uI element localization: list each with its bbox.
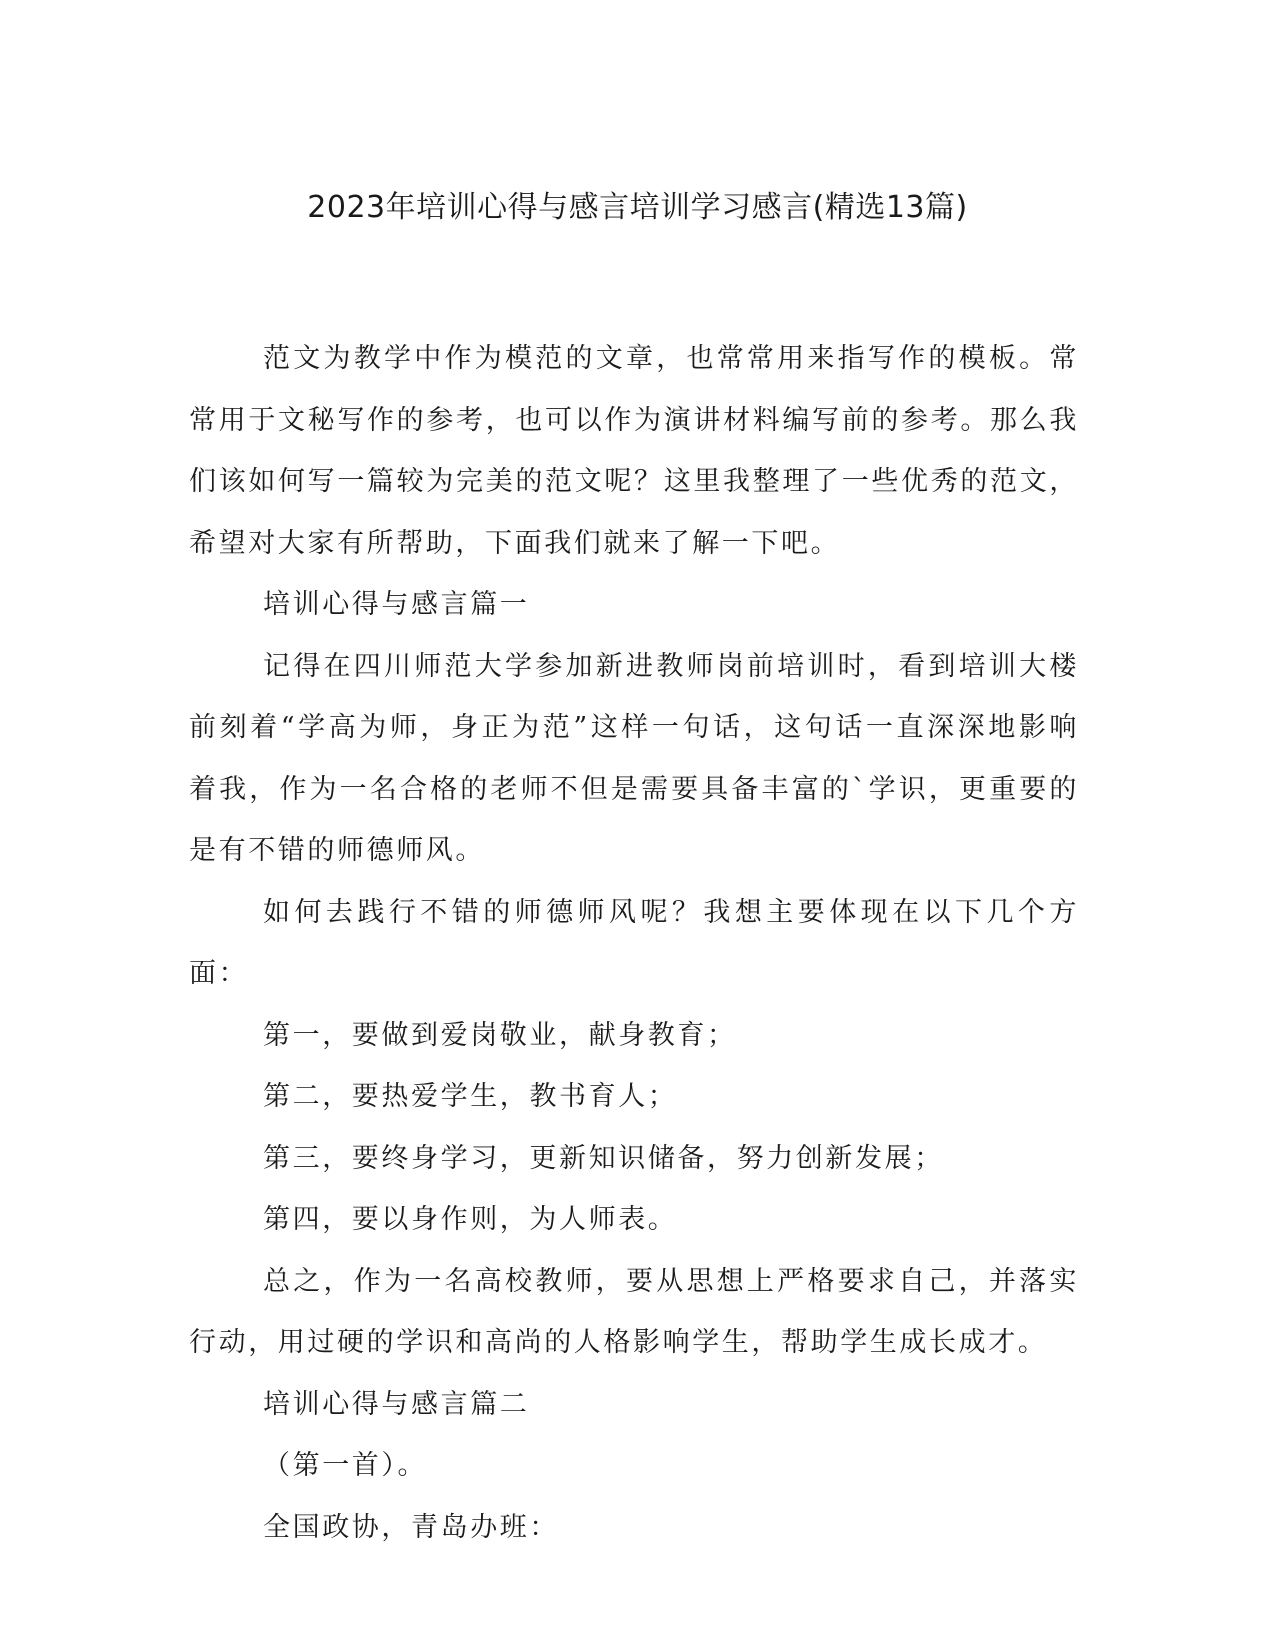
- document-title: 2023年培训心得与感言培训学习感言(精选13篇): [307, 190, 968, 225]
- list-item: 第三，要终身学习，更新知识储备，努力创新发展；: [263, 1142, 944, 1174]
- section-heading-1: 培训心得与感言篇一: [263, 589, 530, 620]
- body-paragraph: 记得在四川师范大学参加新进教师岗前培训时，看到培训大楼前刻着“学高为师，身正为范”这样一句话，这句话一直深深地影响着我，作为一名合格的老师不但是需要具备丰富的`学识，更重要的是有不错的师德师风。: [189, 650, 1079, 866]
- body-paragraph: 如何去践行不错的师德师风呢？我想主要体现在以下几个方面：: [189, 896, 1079, 989]
- document-body: [189, 328, 1079, 1558]
- section-heading-2: 培训心得与感言篇二: [263, 1388, 530, 1420]
- list-item: 第四，要以身作则，为人师表。: [263, 1204, 678, 1235]
- list-item: 第一，要做到爱岗敬业，献身教育；: [263, 1019, 737, 1051]
- body-paragraph: （第一首）。: [263, 1450, 428, 1481]
- intro-paragraph: 范文为教学中作为模范的文章，也常常用来指写作的模板。常常用于文秘写作的参考，也可以作为演讲材料编写前的参考。那么我们该如何写一篇较为完美的范文呢？这里我整理了一些优秀的范文，希望对大家有所帮助，下面我们就来了解一下吧。: [189, 343, 1079, 559]
- body-paragraph: 全国政协，青岛办班：: [263, 1511, 559, 1543]
- list-item: 第二，要热爱学生，教书育人；: [263, 1081, 678, 1112]
- body-paragraph: 总之，作为一名高校教师，要从思想上严格要求自己，并落实行动，用过硬的学识和高尚的人格影响学生，帮助学生成长成才。: [189, 1265, 1079, 1358]
